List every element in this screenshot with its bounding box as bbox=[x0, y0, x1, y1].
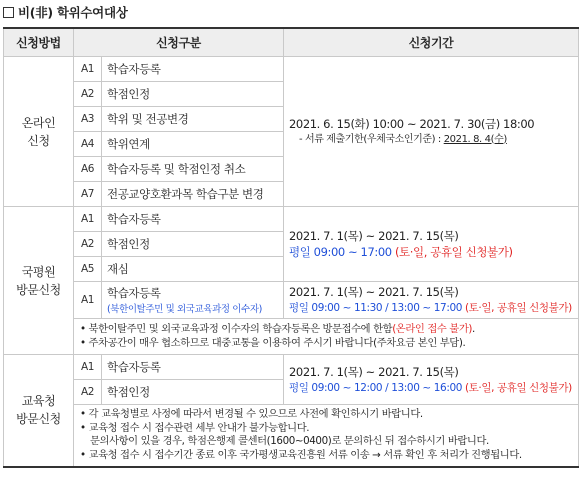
category-name: 학위 및 전공변경 bbox=[102, 107, 284, 132]
table-row bbox=[4, 57, 579, 82]
category-name: 학점인정 bbox=[102, 232, 284, 257]
category-code: A4 bbox=[74, 132, 102, 157]
table-row bbox=[4, 355, 579, 380]
section-heading bbox=[3, 3, 128, 21]
application-schedule-table bbox=[3, 27, 579, 468]
table-row bbox=[4, 405, 579, 467]
category-name: 학습자등록 bbox=[102, 57, 284, 82]
category-code: A1 bbox=[74, 207, 102, 232]
checkbox-square-icon bbox=[3, 7, 14, 18]
category-code: A2 bbox=[74, 232, 102, 257]
category-name: 학습자등록 bbox=[102, 207, 284, 232]
nile-notes: • 북한이탈주민 및 외국교육과정 이수자의 학습자등록은 방문접수에 한함(온라인 접수 불가). • 주차공간이 매우 협소하므로 대중교통을 이용하여 주시기 바랍니다(주차요금 본인 부담). bbox=[74, 319, 579, 355]
period-online: 2021. 6. 15(화) 10:00 ~ 2021. 7. 30(금) 18:00 - 서류 제출기한(우체국소인기준) : 2021. 8. 4(수) bbox=[284, 57, 579, 207]
section-heading-text: 비(非) 학위수여대상 bbox=[18, 5, 128, 20]
category-code: A5 bbox=[74, 257, 102, 282]
category-code: A2 bbox=[74, 380, 102, 405]
header-method: 신청방법 bbox=[4, 28, 74, 57]
category-code: A6 bbox=[74, 157, 102, 182]
closed-notice: (토·일, 공휴일 신청불가) bbox=[464, 302, 572, 314]
special-category-note: (북한이탈주민 및 외국교육과정 이수자) bbox=[107, 304, 262, 315]
category-name: 전공교양호환과목 학습구분 변경 bbox=[102, 182, 284, 207]
table-row bbox=[4, 207, 579, 232]
method-online: 온라인 신청 bbox=[4, 57, 74, 207]
deadline-date: 2021. 8. 4(수) bbox=[443, 133, 507, 145]
period-nile-special: 2021. 7. 1(목) ~ 2021. 7. 15(목) 평일 09:00 ~ 11:30 / 13:00 ~ 17:00 (토·일, 공휴일 신청불가) bbox=[284, 282, 579, 319]
method-nile-visit: 국평원 방문신청 bbox=[4, 207, 74, 355]
category-code: A1 bbox=[74, 355, 102, 380]
category-code: A2 bbox=[74, 82, 102, 107]
closed-notice: (토·일, 공휴일 신청불가) bbox=[464, 381, 572, 394]
category-code: A7 bbox=[74, 182, 102, 207]
table-header-row bbox=[4, 28, 579, 57]
weekday-hours: 평일 09:00 ~ 12:00 / 13:00 ~ 16:00 bbox=[289, 381, 463, 394]
category-code: A1 bbox=[74, 282, 102, 319]
weekday-hours: 평일 09:00 ~ 17:00 bbox=[289, 245, 392, 259]
method-edu-office-visit: 교육청 방문신청 bbox=[4, 355, 74, 467]
category-code: A3 bbox=[74, 107, 102, 132]
category-name: 학습자등록 bbox=[102, 355, 284, 380]
closed-notice: (토·일, 공휴일 신청불가) bbox=[394, 245, 513, 259]
category-name: 학습자등록 (북한이탈주민 및 외국교육과정 이수자) bbox=[102, 282, 284, 319]
category-name: 학점인정 bbox=[102, 82, 284, 107]
category-name: 학습자등록 및 학점인정 취소 bbox=[102, 157, 284, 182]
period-edu-office: 2021. 7. 1(목) ~ 2021. 7. 15(목) 평일 09:00 ~ 12:00 / 13:00 ~ 16:00 (토·일, 공휴일 신청불가) bbox=[284, 355, 579, 405]
table-row bbox=[4, 319, 579, 355]
weekday-hours: 평일 09:00 ~ 11:30 / 13:00 ~ 17:00 bbox=[289, 302, 463, 314]
category-code: A1 bbox=[74, 57, 102, 82]
header-category: 신청구분 bbox=[74, 28, 284, 57]
period-nile-general: 2021. 7. 1(목) ~ 2021. 7. 15(목) 평일 09:00 ~ 17:00 (토·일, 공휴일 신청불가) bbox=[284, 207, 579, 282]
edu-notes: • 각 교육청별로 사정에 따라서 변경될 수 있으므로 사전에 확인하시기 바랍니다. • 교육청 접수 시 접수관련 세부 안내가 불가능합니다. 문의사항이 있을 경우, 학점은행제 콜센터(1600~0400)로 문의하신 뒤 접수하시기 바랍니다. • 교육청 접수 시 접수기간 종료 이후 국가평생교육진흥원 서류 이송 → 서류 확인 후 처리가 진행됩니다. bbox=[74, 405, 579, 467]
header-period: 신청기간 bbox=[284, 28, 579, 57]
category-name: 학점인정 bbox=[102, 380, 284, 405]
table-row bbox=[4, 282, 579, 319]
category-name: 재심 bbox=[102, 257, 284, 282]
category-name: 학위연계 bbox=[102, 132, 284, 157]
